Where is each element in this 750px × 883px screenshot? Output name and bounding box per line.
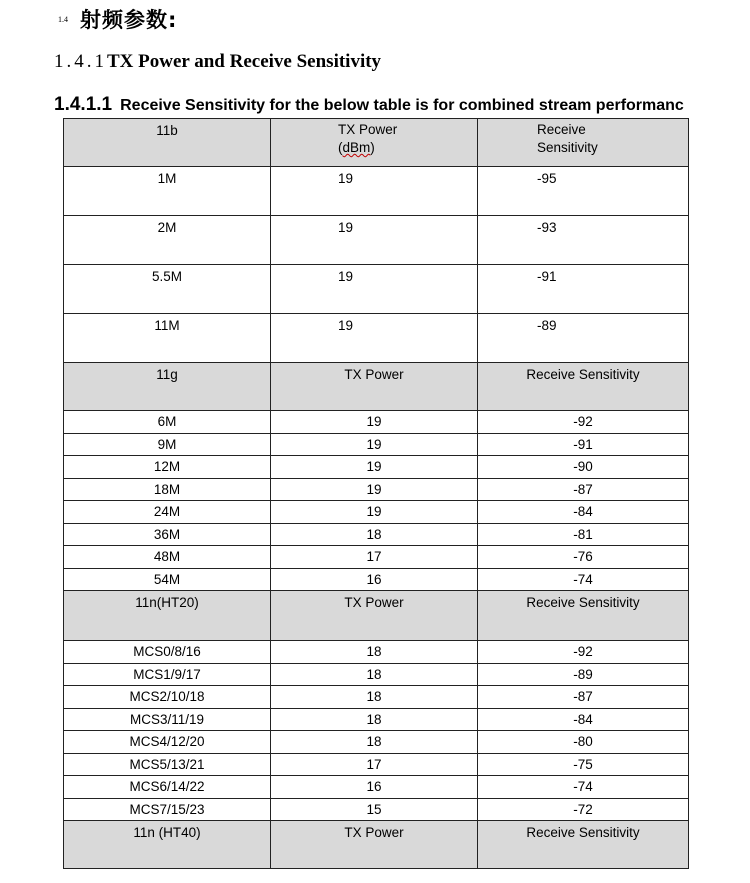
mcs-cell: MCS0/8/16 (64, 641, 271, 664)
table-header-row-11b (64, 119, 689, 167)
sensitivity-cell: -89 (478, 314, 689, 363)
rate-cell: 9M (64, 433, 271, 456)
sensitivity-cell: -72 (478, 798, 689, 821)
header-sensitivity-label: Sensitivity (537, 140, 598, 155)
sensitivity-cell: -95 (478, 167, 689, 216)
table-row (64, 265, 689, 314)
header-tx-power-label: TX Power (338, 122, 398, 137)
table-row (64, 501, 689, 524)
tx-power-cell: 19 (271, 216, 478, 265)
heading-1-number: 1.4 (58, 15, 68, 24)
table-row (64, 641, 689, 664)
sensitivity-cell: -90 (478, 456, 689, 479)
tx-power-cell: 19 (271, 433, 478, 456)
tx-power-cell: 19 (271, 167, 478, 216)
table-row (64, 314, 689, 363)
rate-cell: 2M (64, 216, 271, 265)
sensitivity-cell: -80 (478, 731, 689, 754)
rate-cell: 12M (64, 456, 271, 479)
header-cell-receive-sensitivity: Receive Sensitivity (478, 591, 689, 641)
header-tx-power-unit-text: dBm (342, 140, 371, 155)
tx-power-cell: 18 (271, 708, 478, 731)
header-cell-mode: 11g (64, 363, 271, 411)
table-row (64, 731, 689, 754)
heading-1: 射频参数: (80, 8, 178, 32)
tx-power-cell: 18 (271, 641, 478, 664)
sensitivity-cell: -93 (478, 216, 689, 265)
sensitivity-cell: -91 (478, 433, 689, 456)
table-row (64, 433, 689, 456)
table-row (64, 663, 689, 686)
table-row (64, 686, 689, 709)
rate-cell: 18M (64, 478, 271, 501)
header-cell-tx-power: TX Power (271, 821, 478, 869)
sensitivity-cell: -75 (478, 753, 689, 776)
table-row (64, 478, 689, 501)
header-cell-receive-sensitivity: Receive Sensitivity (478, 821, 689, 869)
table-header-row-ht40 (64, 821, 689, 869)
heading-3-text: Receive Sensitivity for the below table is for combined stream performanc (120, 97, 684, 114)
tx-power-cell: 19 (271, 411, 478, 434)
header-tx-power-unit-close: ) (370, 140, 375, 155)
tx-power-cell: 19 (271, 501, 478, 524)
rate-cell: 5.5M (64, 265, 271, 314)
table-row (64, 708, 689, 731)
tx-power-sensitivity-table (63, 118, 689, 869)
header-cell-mode: 11n (HT40) (64, 821, 271, 869)
table-row (64, 798, 689, 821)
sensitivity-cell: -89 (478, 663, 689, 686)
tx-power-cell: 17 (271, 546, 478, 569)
table-row (64, 523, 689, 546)
sensitivity-cell: -76 (478, 546, 689, 569)
tx-power-cell: 19 (271, 265, 478, 314)
sensitivity-cell: -74 (478, 568, 689, 591)
rate-cell: 11M (64, 314, 271, 363)
table-row (64, 456, 689, 479)
table-row (64, 546, 689, 569)
tx-power-cell: 18 (271, 731, 478, 754)
sensitivity-cell: -81 (478, 523, 689, 546)
header-receive-label: Receive (537, 122, 586, 137)
header-cell-tx-power: TX Power (271, 591, 478, 641)
sensitivity-cell: -84 (478, 501, 689, 524)
tx-power-cell: 16 (271, 568, 478, 591)
tx-power-cell: 19 (271, 314, 478, 363)
sensitivity-cell: -74 (478, 776, 689, 799)
table-row (64, 216, 689, 265)
table-row (64, 167, 689, 216)
tx-power-cell: 18 (271, 523, 478, 546)
rate-cell: 54M (64, 568, 271, 591)
tx-power-cell: 18 (271, 686, 478, 709)
rate-cell: 24M (64, 501, 271, 524)
sensitivity-cell: -87 (478, 686, 689, 709)
heading-2 (54, 51, 381, 73)
tx-power-cell: 17 (271, 753, 478, 776)
header-cell-tx-power (271, 119, 478, 167)
mcs-cell: MCS7/15/23 (64, 798, 271, 821)
header-cell-mode: 11n(HT20) (64, 591, 271, 641)
rate-cell: 48M (64, 546, 271, 569)
header-cell-receive-sensitivity: Receive Sensitivity (478, 363, 689, 411)
table-header-row-ht20 (64, 591, 689, 641)
tx-power-cell: 16 (271, 776, 478, 799)
tx-power-cell: 18 (271, 663, 478, 686)
mcs-cell: MCS5/13/21 (64, 753, 271, 776)
rate-cell: 1M (64, 167, 271, 216)
table-row (64, 411, 689, 434)
sensitivity-cell: -87 (478, 478, 689, 501)
mcs-cell: MCS6/14/22 (64, 776, 271, 799)
tx-power-cell: 15 (271, 798, 478, 821)
heading-2-text: TX Power and Receive Sensitivity (107, 51, 382, 72)
mcs-cell: MCS3/11/19 (64, 708, 271, 731)
header-cell-mode: 11b (64, 119, 271, 167)
sensitivity-cell: -92 (478, 411, 689, 434)
header-cell-tx-power: TX Power (271, 363, 478, 411)
mcs-cell: MCS1/9/17 (64, 663, 271, 686)
heading-2-number: 1.4.1 (54, 51, 107, 72)
header-cell-receive-sensitivity (478, 119, 689, 167)
header-tx-power-unit (338, 139, 477, 157)
mcs-cell: MCS2/10/18 (64, 686, 271, 709)
sensitivity-cell: -91 (478, 265, 689, 314)
mcs-cell: MCS4/12/20 (64, 731, 271, 754)
heading-3 (54, 94, 684, 116)
table-row (64, 568, 689, 591)
sensitivity-cell: -84 (478, 708, 689, 731)
sensitivity-cell: -92 (478, 641, 689, 664)
rate-cell: 36M (64, 523, 271, 546)
tx-power-cell: 19 (271, 456, 478, 479)
header-tx-power-unit-open: ( (338, 140, 343, 155)
table-row (64, 753, 689, 776)
table-header-row-11g (64, 363, 689, 411)
rate-cell: 6M (64, 411, 271, 434)
tx-power-cell: 19 (271, 478, 478, 501)
table-row (64, 776, 689, 799)
heading-3-number: 1.4.1.1 (54, 94, 113, 115)
